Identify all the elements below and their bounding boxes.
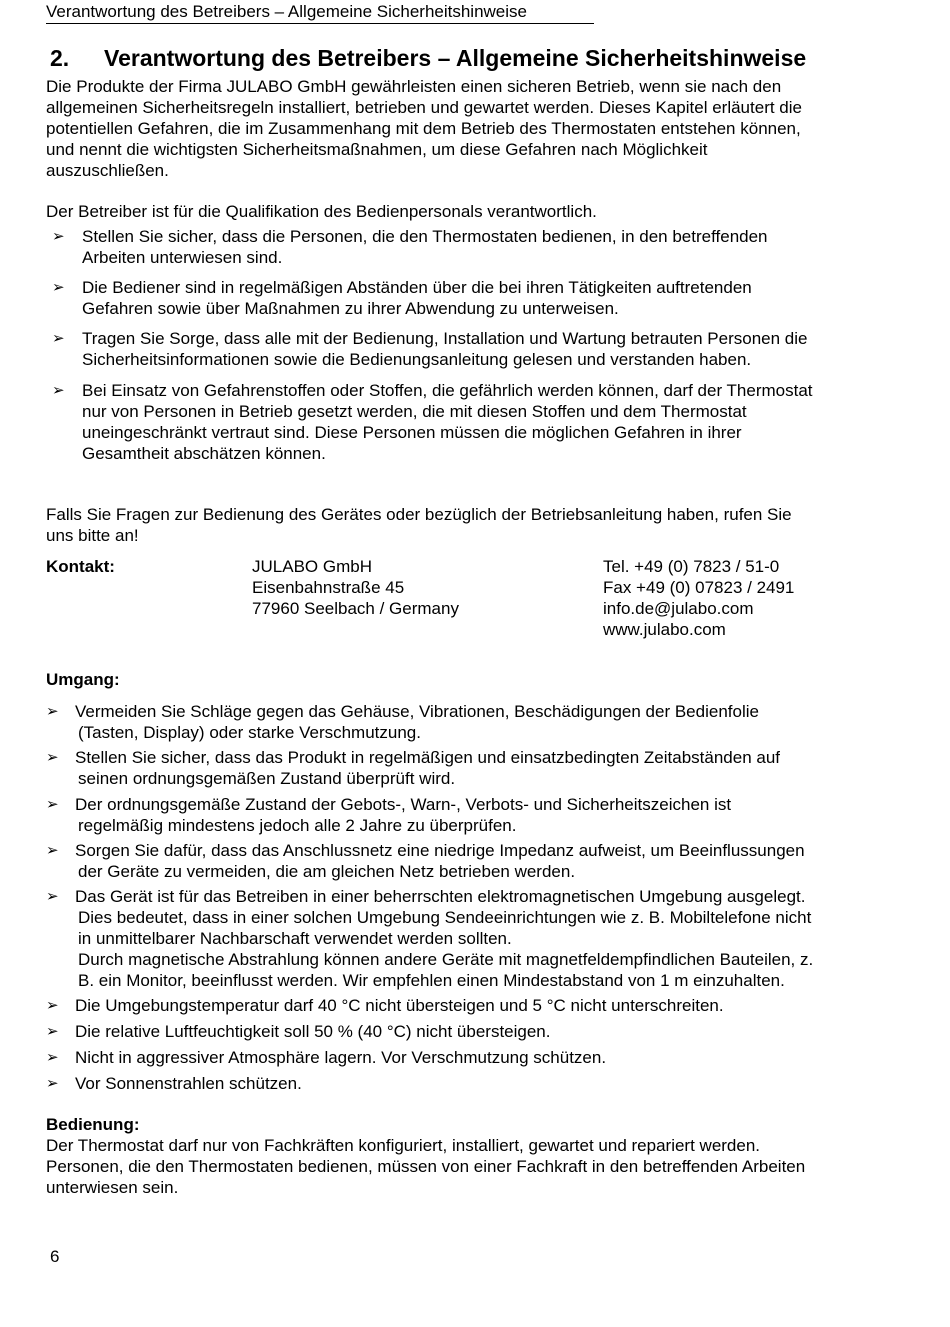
list-item-line: Das Gerät ist für das Betreiben in einer beherrschten elektromagnetischen Umgebung ausgelegt. — [75, 887, 806, 906]
list-item — [46, 701, 876, 743]
list-item — [52, 226, 882, 268]
page-number: 6 — [50, 1247, 60, 1266]
list-item — [46, 1021, 876, 1042]
list-item-line: Vermeiden Sie Schläge gegen das Gehäuse, Vibrationen, Beschädigungen der Bedienfolie — [75, 702, 759, 721]
list-item-line: der Geräte zu vermeiden, die am gleichen Netz betrieben werden. — [78, 862, 576, 881]
list-item-line: regelmäßig mindestens jedoch alle 2 Jahre zu überprüfen. — [78, 816, 517, 835]
list-item-line: Die Bediener sind in regelmäßigen Abständen über die bei ihren Tätigkeiten auftretenden — [82, 278, 752, 297]
list-item-line: Sorgen Sie dafür, dass das Anschlussnetz eine niedrige Impedanz aufweist, um Beeinflussungen — [75, 841, 805, 860]
list-item-line: Durch magnetische Abstrahlung können andere Geräte mit magnetfeldempfindlichen Bauteilen, z. — [78, 950, 814, 969]
contact-email[interactable]: info.de@julabo.com — [603, 599, 754, 618]
list-item — [46, 1047, 876, 1068]
list-item — [52, 328, 882, 370]
questions-line: uns bitte an! — [46, 526, 139, 545]
list-item-line: Der ordnungsgemäße Zustand der Gebots-, Warn-, Verbots- und Sicherheitszeichen ist — [75, 795, 732, 814]
intro-line: auszuschließen. — [46, 161, 169, 180]
intro-paragraph — [46, 76, 866, 181]
running-header: Verantwortung des Betreibers – Allgemeine Sicherheitshinweise — [46, 2, 527, 21]
intro-line: allgemeinen Sicherheitsregeln installiert, betrieben und gewartet werden. Dieses Kapitel erläutert die — [46, 98, 802, 117]
operation-line: unterwiesen sein. — [46, 1178, 179, 1197]
contact-details — [603, 556, 794, 640]
list-item-line: Dies bedeutet, dass in einer solchen Umgebung Sendeeinrichtungen wie z. B. Mobiltelefone nicht — [78, 908, 812, 927]
contact-address — [252, 556, 459, 619]
list-item-line: Gefahren sowie über Maßnahmen zu ihrer Abwendung zu unterweisen. — [82, 299, 619, 318]
list-item-line: Die Umgebungstemperatur darf 40 °C nicht übersteigen und 5 °C nicht unterschreiten. — [75, 996, 724, 1015]
operator-statement: Der Betreiber ist für die Qualifikation des Bedienpersonals verantwortlich. — [46, 202, 597, 221]
list-item — [46, 886, 876, 991]
list-item — [52, 380, 882, 464]
intro-line: potentiellen Gefahren, die im Zusammenhang mit dem Betrieb des Thermostaten entstehen können, — [46, 119, 801, 138]
bullet-arrow-icon: ➢ — [52, 279, 65, 296]
contact-label: Kontakt: — [46, 557, 115, 576]
section-number: 2. — [50, 45, 70, 71]
list-item-line: in unmittelbarer Nachbarschaft verwendet werden sollten. — [78, 929, 512, 948]
header-rule — [46, 23, 594, 24]
list-item-line: seinen ordnungsgemäßen Zustand überprüft wird. — [78, 769, 456, 788]
contact-phone: Tel. +49 (0) 7823 / 51-0 — [603, 557, 780, 576]
bullet-arrow-icon: ➢ — [46, 1049, 59, 1066]
list-item-line: Vor Sonnenstrahlen schützen. — [75, 1074, 302, 1093]
list-item-line: uneingeschränkt vertraut sind. Diese Personen müssen die möglichen Gefahren in ihrer — [82, 423, 742, 442]
bullet-arrow-icon: ➢ — [52, 330, 65, 347]
intro-line: und nennt die wichtigsten Sicherheitsmaßnahmen, um diese Gefahren nach Möglichkeit — [46, 140, 708, 159]
list-item-line: Stellen Sie sicher, dass die Personen, die den Thermostaten bedienen, in den betreffenden — [82, 227, 768, 246]
handling-heading: Umgang: — [46, 670, 120, 689]
section-heading — [50, 44, 806, 72]
list-item — [46, 995, 876, 1016]
list-item-line: Stellen Sie sicher, dass das Produkt in regelmäßigen und einsatzbedingten Zeitabständen auf — [75, 748, 781, 767]
list-item-line: Sicherheitsinformationen sowie die Bedienungsanleitung gelesen und verstanden haben. — [82, 350, 752, 369]
section-title: Verantwortung des Betreibers – Allgemeine Sicherheitshinweise — [104, 45, 807, 71]
list-item-line: nur von Personen in Betrieb gesetzt werden, die mit diesen Stoffen und dem Thermostat — [82, 402, 747, 421]
list-item — [46, 794, 876, 836]
list-item-line: Nicht in aggressiver Atmosphäre lagern. Vor Verschmutzung schützen. — [75, 1048, 607, 1067]
bullet-arrow-icon: ➢ — [46, 1075, 59, 1092]
contact-fax: Fax +49 (0) 07823 / 2491 — [603, 578, 795, 597]
operation-line: Der Thermostat darf nur von Fachkräften konfiguriert, installiert, gewartet und repariert werden. — [46, 1136, 761, 1155]
contact-website[interactable]: www.julabo.com — [603, 620, 726, 639]
list-item — [52, 277, 882, 319]
intro-line: Die Produkte der Firma JULABO GmbH gewährleisten einen sicheren Betrieb, wenn sie nach den — [46, 77, 782, 96]
list-item-line: Arbeiten unterwiesen sind. — [82, 248, 283, 267]
contact-address-line: 77960 Seelbach / Germany — [252, 599, 459, 618]
bullet-arrow-icon: ➢ — [46, 796, 59, 813]
list-item-line: Tragen Sie Sorge, dass alle mit der Bedienung, Installation und Wartung betrauten Personen die — [82, 329, 808, 348]
contact-address-line: Eisenbahnstraße 45 — [252, 578, 405, 597]
bullet-arrow-icon: ➢ — [46, 703, 59, 720]
list-item-line: Gesamtheit abschätzen können. — [82, 444, 326, 463]
list-item — [46, 840, 876, 882]
contact-address-line: JULABO GmbH — [252, 557, 372, 576]
bullet-arrow-icon: ➢ — [52, 382, 65, 399]
list-item — [46, 747, 876, 789]
list-item — [46, 1073, 876, 1094]
bullet-arrow-icon: ➢ — [52, 228, 65, 245]
list-item-line: Die relative Luftfeuchtigkeit soll 50 % (40 °C) nicht übersteigen. — [75, 1022, 551, 1041]
bullet-arrow-icon: ➢ — [46, 888, 59, 905]
bullet-arrow-icon: ➢ — [46, 997, 59, 1014]
bullet-arrow-icon: ➢ — [46, 842, 59, 859]
list-item-line: B. ein Monitor, beeinflusst werden. Wir empfehlen einen Mindestabstand von 1 m einzuhalten. — [78, 971, 785, 990]
operation-heading: Bedienung: — [46, 1115, 140, 1134]
bullet-arrow-icon: ➢ — [46, 749, 59, 766]
questions-line: Falls Sie Fragen zur Bedienung des Gerätes oder bezüglich der Betriebsanleitung haben, rufen Sie — [46, 505, 792, 524]
operation-line: Personen, die den Thermostaten bedienen, müssen von einer Fachkraft in den betreffenden Arbeiten — [46, 1157, 806, 1176]
bullet-arrow-icon: ➢ — [46, 1023, 59, 1040]
list-item-line: Bei Einsatz von Gefahrenstoffen oder Stoffen, die gefährlich werden können, darf der Thermostat — [82, 381, 813, 400]
list-item-line: (Tasten, Display) oder starke Verschmutzung. — [78, 723, 421, 742]
operation-paragraph — [46, 1135, 866, 1198]
questions-paragraph — [46, 504, 866, 546]
